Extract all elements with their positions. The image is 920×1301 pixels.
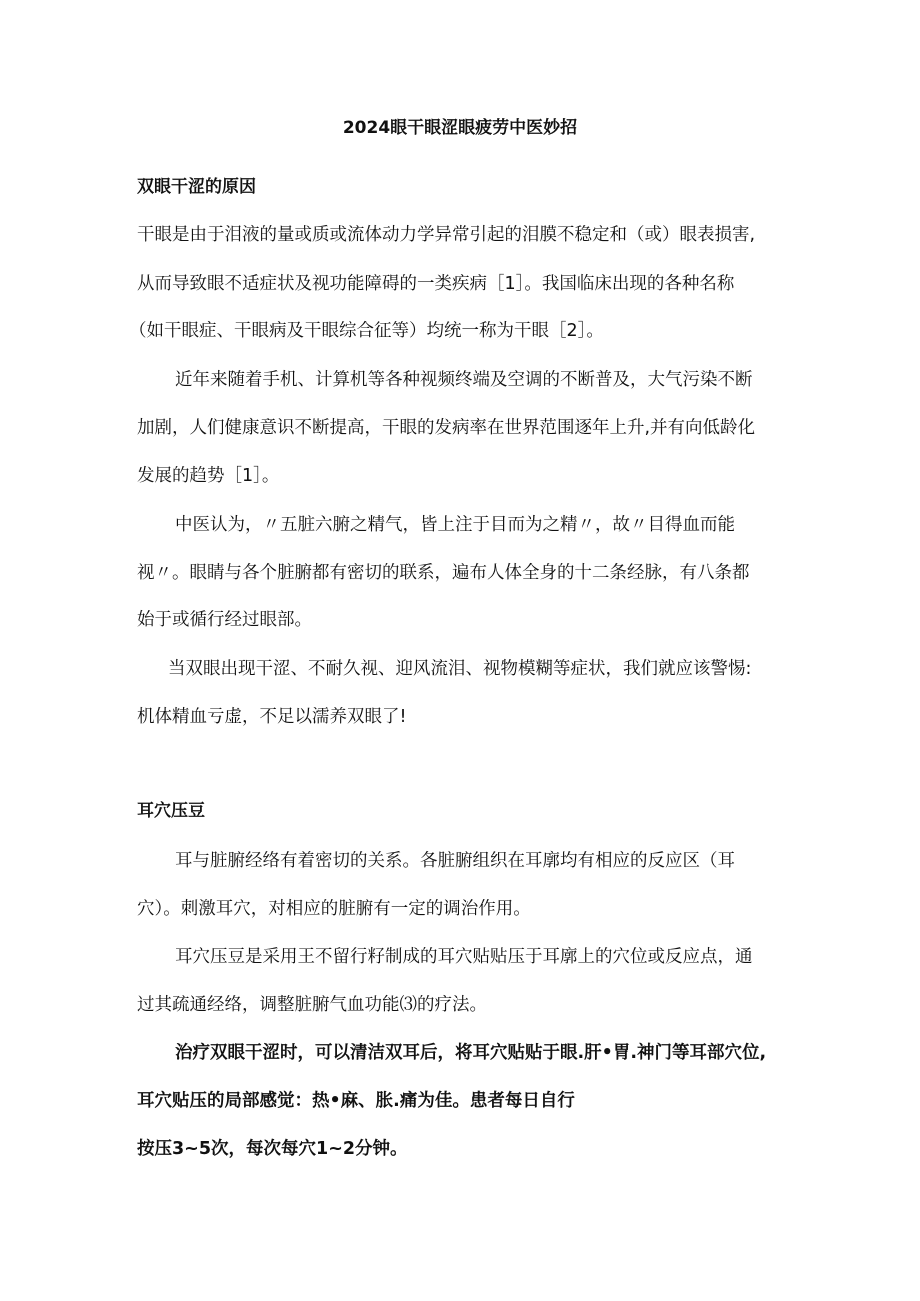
paragraph-line-bold: 治疗双眼干涩时，可以清洁双耳后，将耳穴贴贴于眼.肝•胃.神门等耳部穴位, xyxy=(175,1043,767,1063)
section-heading-causes: 双眼干涩的原因 xyxy=(137,177,256,197)
paragraph-line: 干眼是由于泪液的量或质或流体动力学异常引起的泪膜不稳定和（或）眼表损害, xyxy=(137,225,756,245)
paragraph-line: 穴）。刺激耳穴，对相应的脏腑有一定的调治作用。 xyxy=(137,899,531,919)
paragraph-line: 从而导致眼不适症状及视功能障碍的一类疾病［1］。我国临床出现的各种名称 xyxy=(137,274,735,294)
paragraph-line: 过其疏通经络，调整脏腑气血功能⑶的疗法。 xyxy=(137,995,487,1015)
paragraph-line-bold: 耳穴贴压的局部感觉：热•麻、胀.痛为佳。患者每日自行 xyxy=(137,1091,575,1111)
section-heading-ear-acupressure: 耳穴压豆 xyxy=(137,801,205,821)
paragraph-line: 近年来随着手机、计算机等各种视频终端及空调的不断普及，大气污染不断 xyxy=(175,370,753,390)
paragraph-line-bold: 按压3~5次，每次每穴1~2分钟。 xyxy=(137,1139,408,1159)
paragraph-line: 始于或循行经过眼部。 xyxy=(137,610,312,630)
paragraph-line: 中医认为，〃五脏六腑之精气，皆上注于目而为之精〃，故〃目得血而能 xyxy=(175,515,735,535)
paragraph-line: 耳与脏腑经络有着密切的关系。各脏腑组织在耳廓均有相应的反应区（耳 xyxy=(175,851,735,871)
paragraph-line: 当双眼出现干涩、不耐久视、迎风流泪、视物模糊等症状，我们就应该警惕: xyxy=(168,659,752,679)
paragraph-line: 视〃。眼睛与各个脏腑都有密切的联系，遍布人体全身的十二条经脉，有八条都 xyxy=(137,563,750,583)
paragraph-line: （如干眼症、干眼病及干眼综合征等）均统一称为干眼［2］。 xyxy=(129,321,604,341)
document-title: 2024眼干眼涩眼疲劳中医妙招 xyxy=(342,118,578,138)
paragraph-line: 发展的趋势［1］。 xyxy=(137,466,280,486)
paragraph-line: 加剧，人们健康意识不断提高，干眼的发病率在世界范围逐年上升,并有向低龄化 xyxy=(137,418,756,438)
paragraph-line: 耳穴压豆是采用王不留行籽制成的耳穴贴贴压于耳廓上的穴位或反应点，通 xyxy=(175,947,753,967)
paragraph-line: 机体精血亏虚，不足以濡养双眼了! xyxy=(137,707,407,727)
